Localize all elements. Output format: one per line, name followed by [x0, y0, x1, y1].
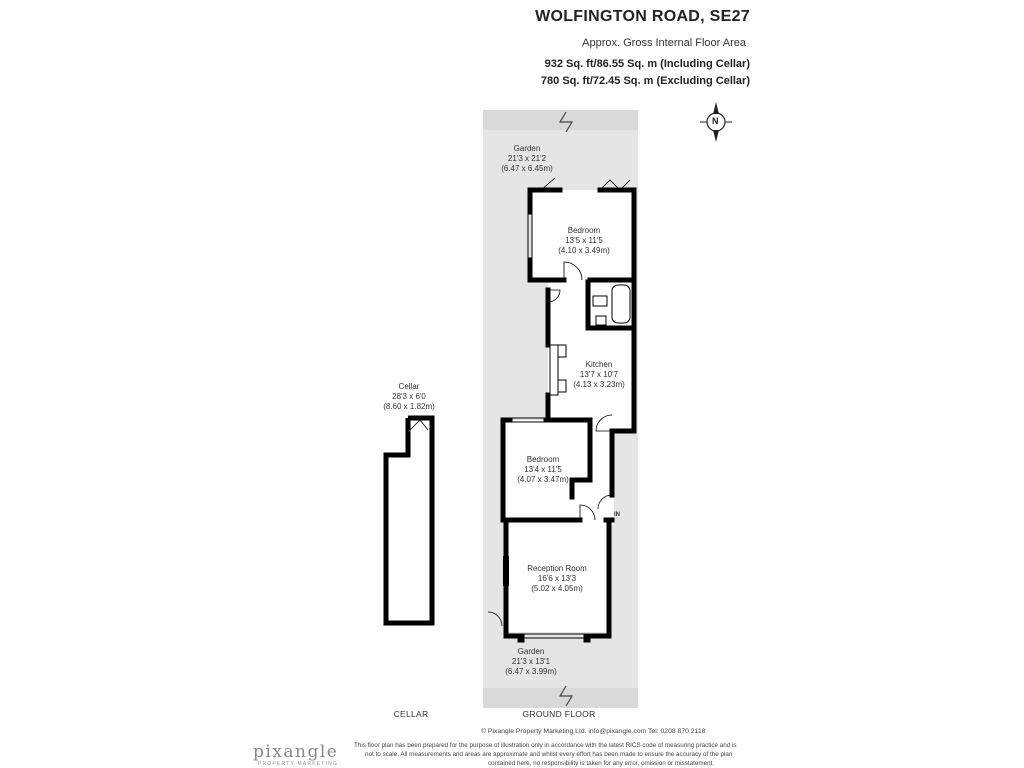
pixangle-tagline: PROPERTY MARKETING — [258, 761, 339, 767]
room-label-bedroom-rear: Bedroom 13'5 x 11'5 (4.10 x 3.49m) — [558, 226, 610, 255]
cellar-walls — [386, 418, 432, 623]
room-label-garden-front: Garden 21'3 x 13'1 (6.47 x 3.99m) — [505, 647, 557, 676]
disclaimer-line-2: not to scale. All measurements and areas are approximate and whilst every effort has been made to ensure the accuracy of the plan — [365, 751, 733, 758]
room-label-bedroom-front: Bedroom 13'4 x 11'5 (4.07 x 3.47m) — [517, 455, 569, 484]
compass-label: N — [712, 116, 719, 126]
copyright-line: © Pixangle Property Marketing Ltd. info@pixangle.com Tel: 0208 870 2118 — [481, 728, 706, 735]
fireplace — [503, 556, 509, 586]
disclaimer-line-1: This floor plan has been prepared for the purpose of illustration only in accordance with the latest RICS code of measuring practice and is — [354, 742, 737, 749]
floor-name-cellar: CELLAR — [393, 709, 429, 719]
area-subtitle: Approx. Gross Internal Floor Area — [582, 37, 746, 49]
pixangle-logo: pixangle — [253, 742, 339, 762]
room-label-garden-rear: Garden 21'3 x 21'2 (6.47 x 6.45m) — [501, 144, 553, 173]
cellar-stairs — [410, 420, 428, 430]
entrance-label: IN — [614, 512, 620, 518]
room-label-cellar: Cellar 28'3 x 6'0 (8.60 x 1.82m) — [383, 382, 435, 411]
room-label-kitchen: Kitchen 13'7 x 10'7 (4.13 x 3.23m) — [573, 360, 625, 389]
page-title: WOLFINGTON ROAD, SE27 — [535, 8, 750, 25]
area-including-cellar: 932 Sq. ft/86.55 Sq. m (Including Cellar) — [544, 58, 750, 70]
floor-name-ground: GROUND FLOOR — [522, 709, 596, 719]
area-excluding-cellar: 780 Sq. ft/72.45 Sq. m (Excluding Cellar) — [540, 75, 750, 87]
room-label-reception: Reception Room 16'6 x 13'3 (5.02 x 4.05m) — [527, 564, 587, 593]
disclaimer-line-3: contained here, no responsibility is taken for any error, omission or misstatement. — [488, 760, 715, 767]
